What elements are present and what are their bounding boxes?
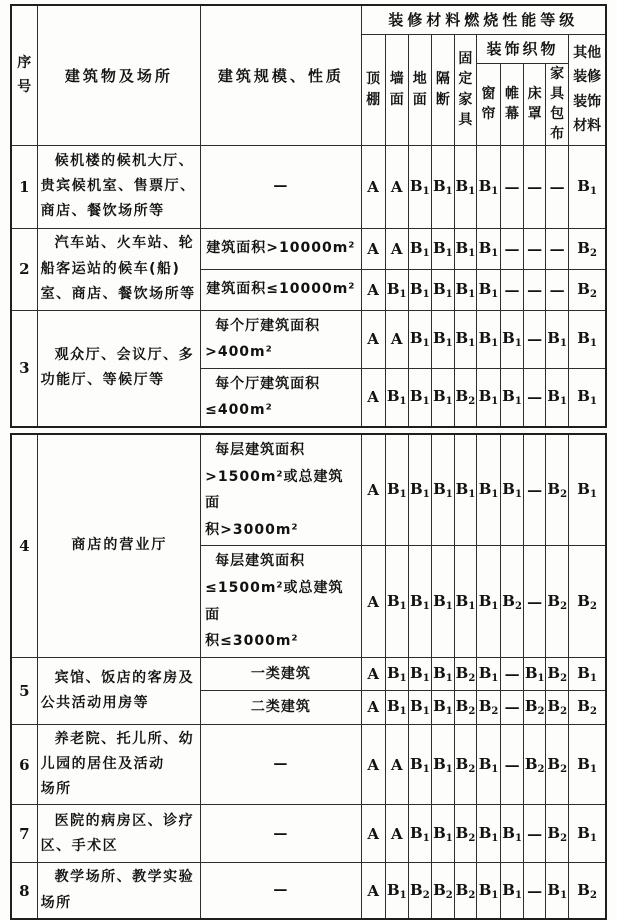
grade-cell: A — [385, 805, 408, 863]
grade-cell: $B_2$ — [476, 690, 500, 724]
grade-cell: — — [501, 690, 524, 724]
grade-cell: $B_1$ — [431, 145, 454, 228]
grade-cell: $B_1$ — [431, 368, 454, 427]
row-scale: — — [201, 863, 362, 919]
grade-cell: $B_1$ — [454, 269, 476, 310]
grade-cell: $B_2$ — [454, 657, 476, 690]
grade-cell: $B_2$ — [546, 690, 569, 724]
grade-cell: $B_1$ — [476, 368, 500, 427]
grade-cell: $B_1$ — [454, 546, 476, 657]
grade-cell: $B_2$ — [454, 724, 476, 805]
grade-cell: A — [361, 269, 385, 310]
col-header-ceiling: 顶棚 — [361, 34, 385, 145]
grade-cell: — — [500, 269, 523, 310]
grade-cell: $B_2$ — [569, 546, 606, 657]
grade-cell: $B_2$ — [546, 434, 569, 546]
grade-cell: — — [524, 145, 546, 228]
grade-cell: $B_1$ — [408, 805, 431, 863]
grade-cell: $B_1$ — [569, 310, 606, 368]
fire-grade-table-part2 — [10, 433, 607, 920]
grade-cell: $B_2$ — [546, 546, 569, 657]
grade-cell: $B_1$ — [476, 546, 500, 657]
row-serial: 2 — [11, 228, 37, 310]
place-column-header: 建筑物及场所 — [37, 5, 201, 145]
grade-cell: — — [524, 269, 546, 310]
serial-column-header: 序号 — [11, 5, 37, 145]
grade-cell: $B_1$ — [501, 434, 524, 546]
grade-cell: $B_1$ — [454, 310, 476, 368]
grade-cell: — — [500, 145, 523, 228]
grade-cell: — — [524, 434, 546, 546]
grade-cell: $B_2$ — [546, 724, 569, 805]
grade-cell: $B_1$ — [501, 863, 524, 919]
col-header-other-materials: 其他装修装饰材料 — [569, 34, 606, 145]
row-place: 候机楼的候机大厅、 贵宾候机室、售票厅、 商店、餐饮场所等 — [37, 145, 201, 228]
grade-cell: — — [524, 228, 546, 269]
grade-cell: $B_1$ — [408, 310, 431, 368]
grade-cell: $B_1$ — [476, 310, 500, 368]
grade-cell: $B_1$ — [500, 310, 523, 368]
table-row — [11, 434, 606, 546]
grade-cell: $B_1$ — [454, 228, 476, 269]
row-scale: — — [201, 145, 362, 228]
row-place: 汽车站、火车站、轮 船客运站的候车(船) 室、商店、餐饮场所等 — [37, 228, 201, 310]
grade-cell: $B_1$ — [431, 546, 454, 657]
grade-cell: $B_1$ — [454, 434, 476, 546]
row-place: 商店的营业厅 — [37, 434, 201, 657]
grade-cell: $B_2$ — [546, 657, 569, 690]
grade-cell: $B_2$ — [454, 690, 476, 724]
grade-cell: $B_1$ — [385, 863, 408, 919]
table-row — [11, 657, 606, 690]
grade-cell: $B_2$ — [569, 228, 606, 269]
row-scale: 建筑面积>10000m² — [201, 228, 362, 269]
row-place: 观众厅、会议厅、多 功能厅、等候厅等 — [37, 310, 201, 427]
grade-cell: $B_1$ — [408, 368, 431, 427]
grade-cell: $B_1$ — [431, 269, 454, 310]
table-row — [11, 228, 606, 269]
row-serial: 1 — [11, 145, 37, 228]
row-scale: 二类建筑 — [201, 690, 362, 724]
grade-cell: $B_2$ — [501, 546, 524, 657]
grade-cell: $B_2$ — [569, 690, 606, 724]
grade-cell: $B_1$ — [408, 145, 431, 228]
table-row — [11, 145, 606, 228]
grade-cell: $B_2$ — [546, 805, 569, 863]
grade-cell: A — [385, 228, 408, 269]
grade-cell: $B_1$ — [385, 690, 408, 724]
grade-cell: A — [361, 805, 385, 863]
grade-cell: $B_1$ — [569, 368, 606, 427]
row-place: 养老院、托儿所、幼 儿园的居住及活动 场所 — [37, 724, 201, 805]
row-scale: 每层建筑面积 ≤1500m²或总建筑面 积≤3000m² — [201, 546, 362, 657]
grade-cell: $B_2$ — [569, 863, 606, 919]
grade-cell: $B_2$ — [431, 863, 454, 919]
grade-cell: $B_2$ — [454, 805, 476, 863]
grade-cell: A — [361, 724, 385, 805]
table-row — [11, 805, 606, 863]
grade-cell: $B_1$ — [546, 863, 569, 919]
grade-cell: $B_1$ — [524, 657, 546, 690]
grade-cell: — — [501, 724, 524, 805]
grade-cell: $B_1$ — [476, 434, 500, 546]
grade-cell: $B_1$ — [408, 657, 431, 690]
grade-cell: $B_1$ — [476, 657, 500, 690]
grade-cell: — — [546, 269, 569, 310]
grade-cell: $B_2$ — [524, 724, 546, 805]
grade-cell: A — [385, 310, 408, 368]
grade-cell: A — [361, 310, 385, 368]
row-scale: 建筑面积≤10000m² — [201, 269, 362, 310]
row-scale: 每个厅建筑面积 >400m² — [201, 310, 362, 368]
grade-cell: $B_1$ — [476, 145, 500, 228]
grade-cell: $B_2$ — [569, 269, 606, 310]
grade-cell: $B_1$ — [408, 546, 431, 657]
grade-cell: $B_2$ — [454, 368, 476, 427]
grade-cell: $B_1$ — [385, 269, 408, 310]
grade-cell: $B_1$ — [431, 228, 454, 269]
grade-cell: $B_1$ — [546, 310, 569, 368]
grade-cell: $B_1$ — [385, 657, 408, 690]
grade-cell: $B_1$ — [431, 805, 454, 863]
grade-cell: A — [385, 724, 408, 805]
grade-group-header: 装修材料燃烧性能等级 — [361, 5, 606, 34]
col-header-partition: 隔断 — [431, 34, 454, 145]
grade-cell: A — [361, 657, 385, 690]
grade-cell: A — [361, 546, 385, 657]
row-serial: 7 — [11, 805, 37, 863]
grade-cell: $B_1$ — [431, 690, 454, 724]
grade-cell: $B_1$ — [501, 805, 524, 863]
grade-cell: $B_1$ — [500, 368, 523, 427]
grade-cell: $B_1$ — [408, 434, 431, 546]
row-serial: 4 — [11, 434, 37, 657]
grade-cell: $B_1$ — [546, 368, 569, 427]
grade-cell: $B_1$ — [476, 228, 500, 269]
grade-cell: $B_1$ — [431, 434, 454, 546]
grade-cell: $B_1$ — [431, 310, 454, 368]
grade-cell: A — [361, 863, 385, 919]
grade-cell: A — [361, 228, 385, 269]
row-scale: — — [201, 805, 362, 863]
grade-cell: — — [501, 657, 524, 690]
grade-cell: $B_1$ — [476, 269, 500, 310]
grade-cell: $B_1$ — [385, 368, 408, 427]
row-scale: 一类建筑 — [201, 657, 362, 690]
col-header-floor: 地面 — [408, 34, 431, 145]
table-row — [11, 863, 606, 919]
grade-cell: — — [524, 368, 546, 427]
grade-cell: A — [361, 145, 385, 228]
grade-cell: $B_1$ — [408, 228, 431, 269]
col-header-fixed-furniture: 固定家具 — [454, 34, 476, 145]
grade-cell: $B_1$ — [569, 145, 606, 228]
grade-cell: $B_1$ — [385, 546, 408, 657]
grade-cell: — — [524, 805, 546, 863]
col-header-bedspread: 床罩 — [524, 63, 546, 145]
row-scale: 每层建筑面积 >1500m²或总建筑面 积>3000m² — [201, 434, 362, 546]
table-row — [11, 724, 606, 805]
row-serial: 6 — [11, 724, 37, 805]
col-header-upholstery: 家具包布 — [546, 63, 569, 145]
grade-cell: $B_1$ — [431, 724, 454, 805]
grade-cell: $B_1$ — [569, 805, 606, 863]
grade-cell: $B_1$ — [385, 434, 408, 546]
grade-cell: — — [546, 228, 569, 269]
grade-cell: $B_2$ — [524, 690, 546, 724]
grade-cell: $B_1$ — [408, 690, 431, 724]
grade-cell: $B_1$ — [454, 145, 476, 228]
row-scale: 每个厅建筑面积 ≤400m² — [201, 368, 362, 427]
row-place: 宾馆、饭店的客房及 公共活动用房等 — [37, 657, 201, 724]
grade-cell: $B_1$ — [408, 724, 431, 805]
row-serial: 3 — [11, 310, 37, 427]
table-row — [11, 310, 606, 368]
row-place: 医院的病房区、诊疗 区、手术区 — [37, 805, 201, 863]
grade-cell: $B_1$ — [476, 863, 500, 919]
grade-cell: — — [524, 546, 546, 657]
row-place: 教学场所、教学实验 场所 — [37, 863, 201, 919]
grade-cell: $B_1$ — [569, 657, 606, 690]
grade-cell: $B_2$ — [454, 863, 476, 919]
grade-cell: $B_1$ — [569, 724, 606, 805]
fabric-group-header: 装饰织物 — [476, 34, 568, 63]
grade-cell: $B_2$ — [408, 863, 431, 919]
col-header-drapery: 帷幕 — [500, 63, 523, 145]
col-header-wall: 墙面 — [385, 34, 408, 145]
grade-cell: $B_1$ — [569, 434, 606, 546]
grade-cell: A — [361, 434, 385, 546]
grade-cell: A — [361, 690, 385, 724]
col-header-curtain: 窗帘 — [476, 63, 500, 145]
scale-column-header: 建筑规模、性质 — [201, 5, 362, 145]
grade-cell: $B_1$ — [408, 269, 431, 310]
grade-cell: A — [385, 145, 408, 228]
row-serial: 5 — [11, 657, 37, 724]
fire-grade-table-part1 — [10, 4, 607, 428]
grade-cell: — — [524, 863, 546, 919]
grade-cell: $B_1$ — [476, 805, 500, 863]
grade-cell: A — [361, 368, 385, 427]
grade-cell: — — [546, 145, 569, 228]
grade-cell: $B_1$ — [431, 657, 454, 690]
grade-cell: — — [524, 310, 546, 368]
grade-cell: $B_1$ — [476, 724, 500, 805]
row-scale: — — [201, 724, 362, 805]
grade-cell: — — [500, 228, 523, 269]
row-serial: 8 — [11, 863, 37, 919]
